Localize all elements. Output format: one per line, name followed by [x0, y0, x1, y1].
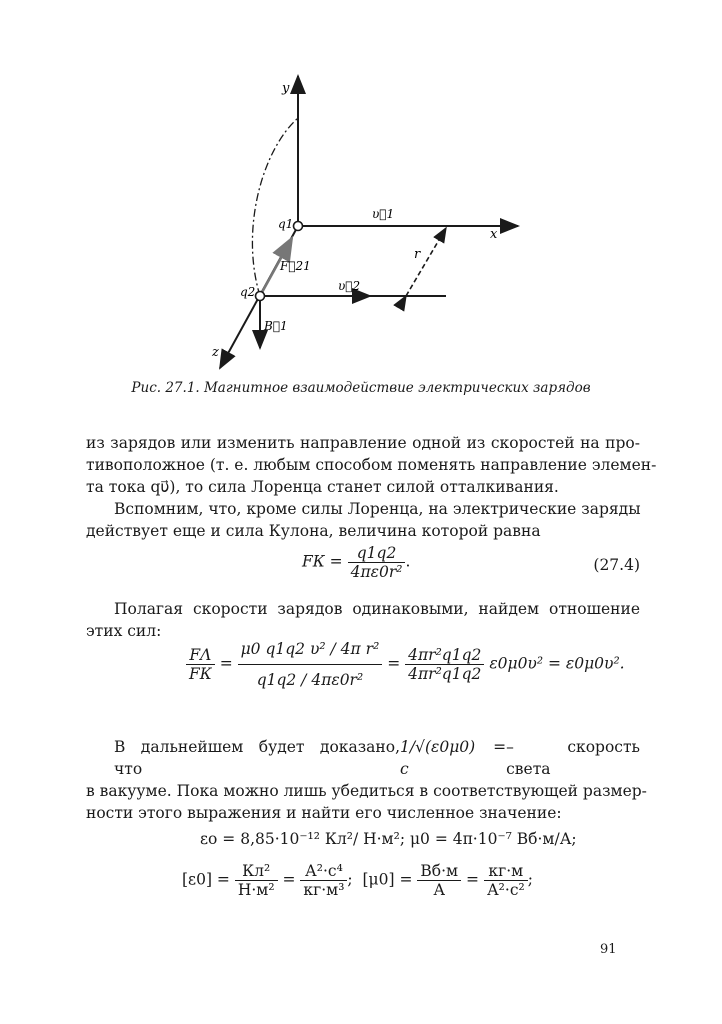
- eps-fraction-2: [300, 862, 347, 899]
- text-line: в вакууме. Пока можно лишь убедиться в соответствующей размер-: [86, 782, 647, 800]
- eq-fraction: [348, 544, 406, 581]
- eq-tail: .: [405, 552, 411, 571]
- text-line: та тока qυ⃗), то сила Лоренца станет силой отталкивания.: [86, 478, 559, 496]
- eq-numerator: 4πr²q1q2: [405, 646, 484, 665]
- text-line: ности этого выражения и найти его численное значение:: [86, 804, 562, 822]
- eq-denominator: А: [433, 881, 446, 899]
- eq-numerator: FΛ: [186, 646, 215, 665]
- label-v2: υ⃗2: [338, 279, 361, 293]
- label-q1: q1: [278, 217, 294, 231]
- label-q2: q2: [240, 285, 256, 299]
- ratio-big-fraction: [238, 640, 383, 689]
- eq-lhs: FК =: [302, 552, 343, 571]
- figure-caption: Рис. 27.1. Магнитное взаимодействие электрических зарядов: [131, 380, 591, 396]
- eq-tail: ε0μ0υ² = ε0μ0υ².: [489, 654, 625, 673]
- eps-bracket: [ε0]: [182, 870, 212, 889]
- distance-r-arrow: [406, 228, 446, 296]
- text-line: Полагая скорости зарядов одинаковыми, найдем отношение: [114, 600, 640, 618]
- label-y: y: [282, 81, 290, 96]
- speed-of-light-formula: 1/√(ε0μ0) = c: [400, 738, 507, 778]
- eq-denominator: FК: [189, 665, 212, 683]
- eq-numerator: А²·с⁴: [300, 862, 347, 881]
- equation-force-ratio: $\frac{F\Lambda}{FК}$ = $\frac{\text{μ0 q1q2 υ² / 4π r²}}{\text{q1q2 / 4πε0r²}}$ = $\frac{\text{4πr²q1q2}}{\text{4πr²q1q2}}$ ε0μ0υ² = ε0μ0υ².: [186, 640, 625, 689]
- page-number: 91: [600, 942, 617, 957]
- eq-denominator: 4πr²q1q2: [408, 665, 482, 683]
- paragraph-1: [86, 432, 657, 498]
- charge-q2: [256, 292, 265, 301]
- mu-fraction-1: [417, 862, 461, 899]
- mu-bracket: [μ0]: [362, 870, 395, 889]
- equation-27-4: [302, 544, 410, 581]
- paragraph-4-first-line: [86, 736, 640, 780]
- charge-q1: [294, 222, 303, 231]
- mu-fraction-2: [484, 862, 528, 899]
- eq-denominator: кг·м³: [303, 881, 345, 899]
- label-z: z: [212, 345, 219, 360]
- eq-numerator: q1q2: [348, 544, 406, 563]
- text-fragment: – скорость света: [506, 738, 640, 778]
- eq-denominator: Н·м²: [237, 881, 275, 899]
- ratio-lhs: [186, 646, 215, 683]
- text-line: этих сил:: [86, 622, 162, 640]
- ratio-mid-fraction: [405, 646, 484, 683]
- equation-number: (27.4): [593, 556, 640, 574]
- text-line: действует еще и сила Кулона, величина которой равна: [86, 522, 541, 540]
- eq-denominator: 4πε0r²: [350, 563, 403, 581]
- paragraph-4: [86, 736, 647, 824]
- eq-numerator: Кл²: [235, 862, 278, 881]
- paragraph-3: [86, 598, 640, 642]
- label-r: r: [414, 247, 421, 262]
- paragraph-2: [86, 498, 640, 542]
- eq-denominator: q1q2 / 4πε0r²: [256, 671, 364, 689]
- eq-denominator: А²·с²: [486, 881, 525, 899]
- eps-fraction-1: [235, 862, 278, 899]
- text-line: тивоположное (т. е. любым способом поменять направление элемен-: [86, 456, 657, 474]
- eq-numerator: Вб·м: [417, 862, 461, 881]
- equation-constants: εo = 8,85·10⁻¹² Кл²/ Н·м²; μ0 = 4π·10⁻⁷ Вб·м/А;: [200, 830, 577, 848]
- label-F21: F⃗21: [280, 259, 311, 273]
- label-v1: υ⃗1: [372, 207, 395, 221]
- text-line: из зарядов или изменить направление одной из скоростей на про-: [86, 434, 640, 452]
- equation-units: [ε0] = $\frac{\text{Кл²}}{\text{Н·м²}}$ = $\frac{\text{А²·с⁴}}{\text{кг·м³}}$ ; [μ0] = $\frac{Вб\cdot м}{А}$ = $\frac{кг\cdot м}{\text{А²·с²}}$ ;: [182, 862, 533, 899]
- text-line: Вспомним, что, кроме силы Лоренца, на электрические заряды: [114, 500, 641, 518]
- eq-numerator: μ0 q1q2 υ² / 4π r²: [238, 640, 383, 665]
- eq-numerator: кг·м: [484, 862, 528, 881]
- text-fragment: В дальнейшем будет доказано, что: [114, 738, 401, 778]
- label-B1: B⃗1: [264, 319, 288, 333]
- figure-magnetic-interaction: [0, 0, 722, 380]
- label-x: x: [490, 227, 498, 242]
